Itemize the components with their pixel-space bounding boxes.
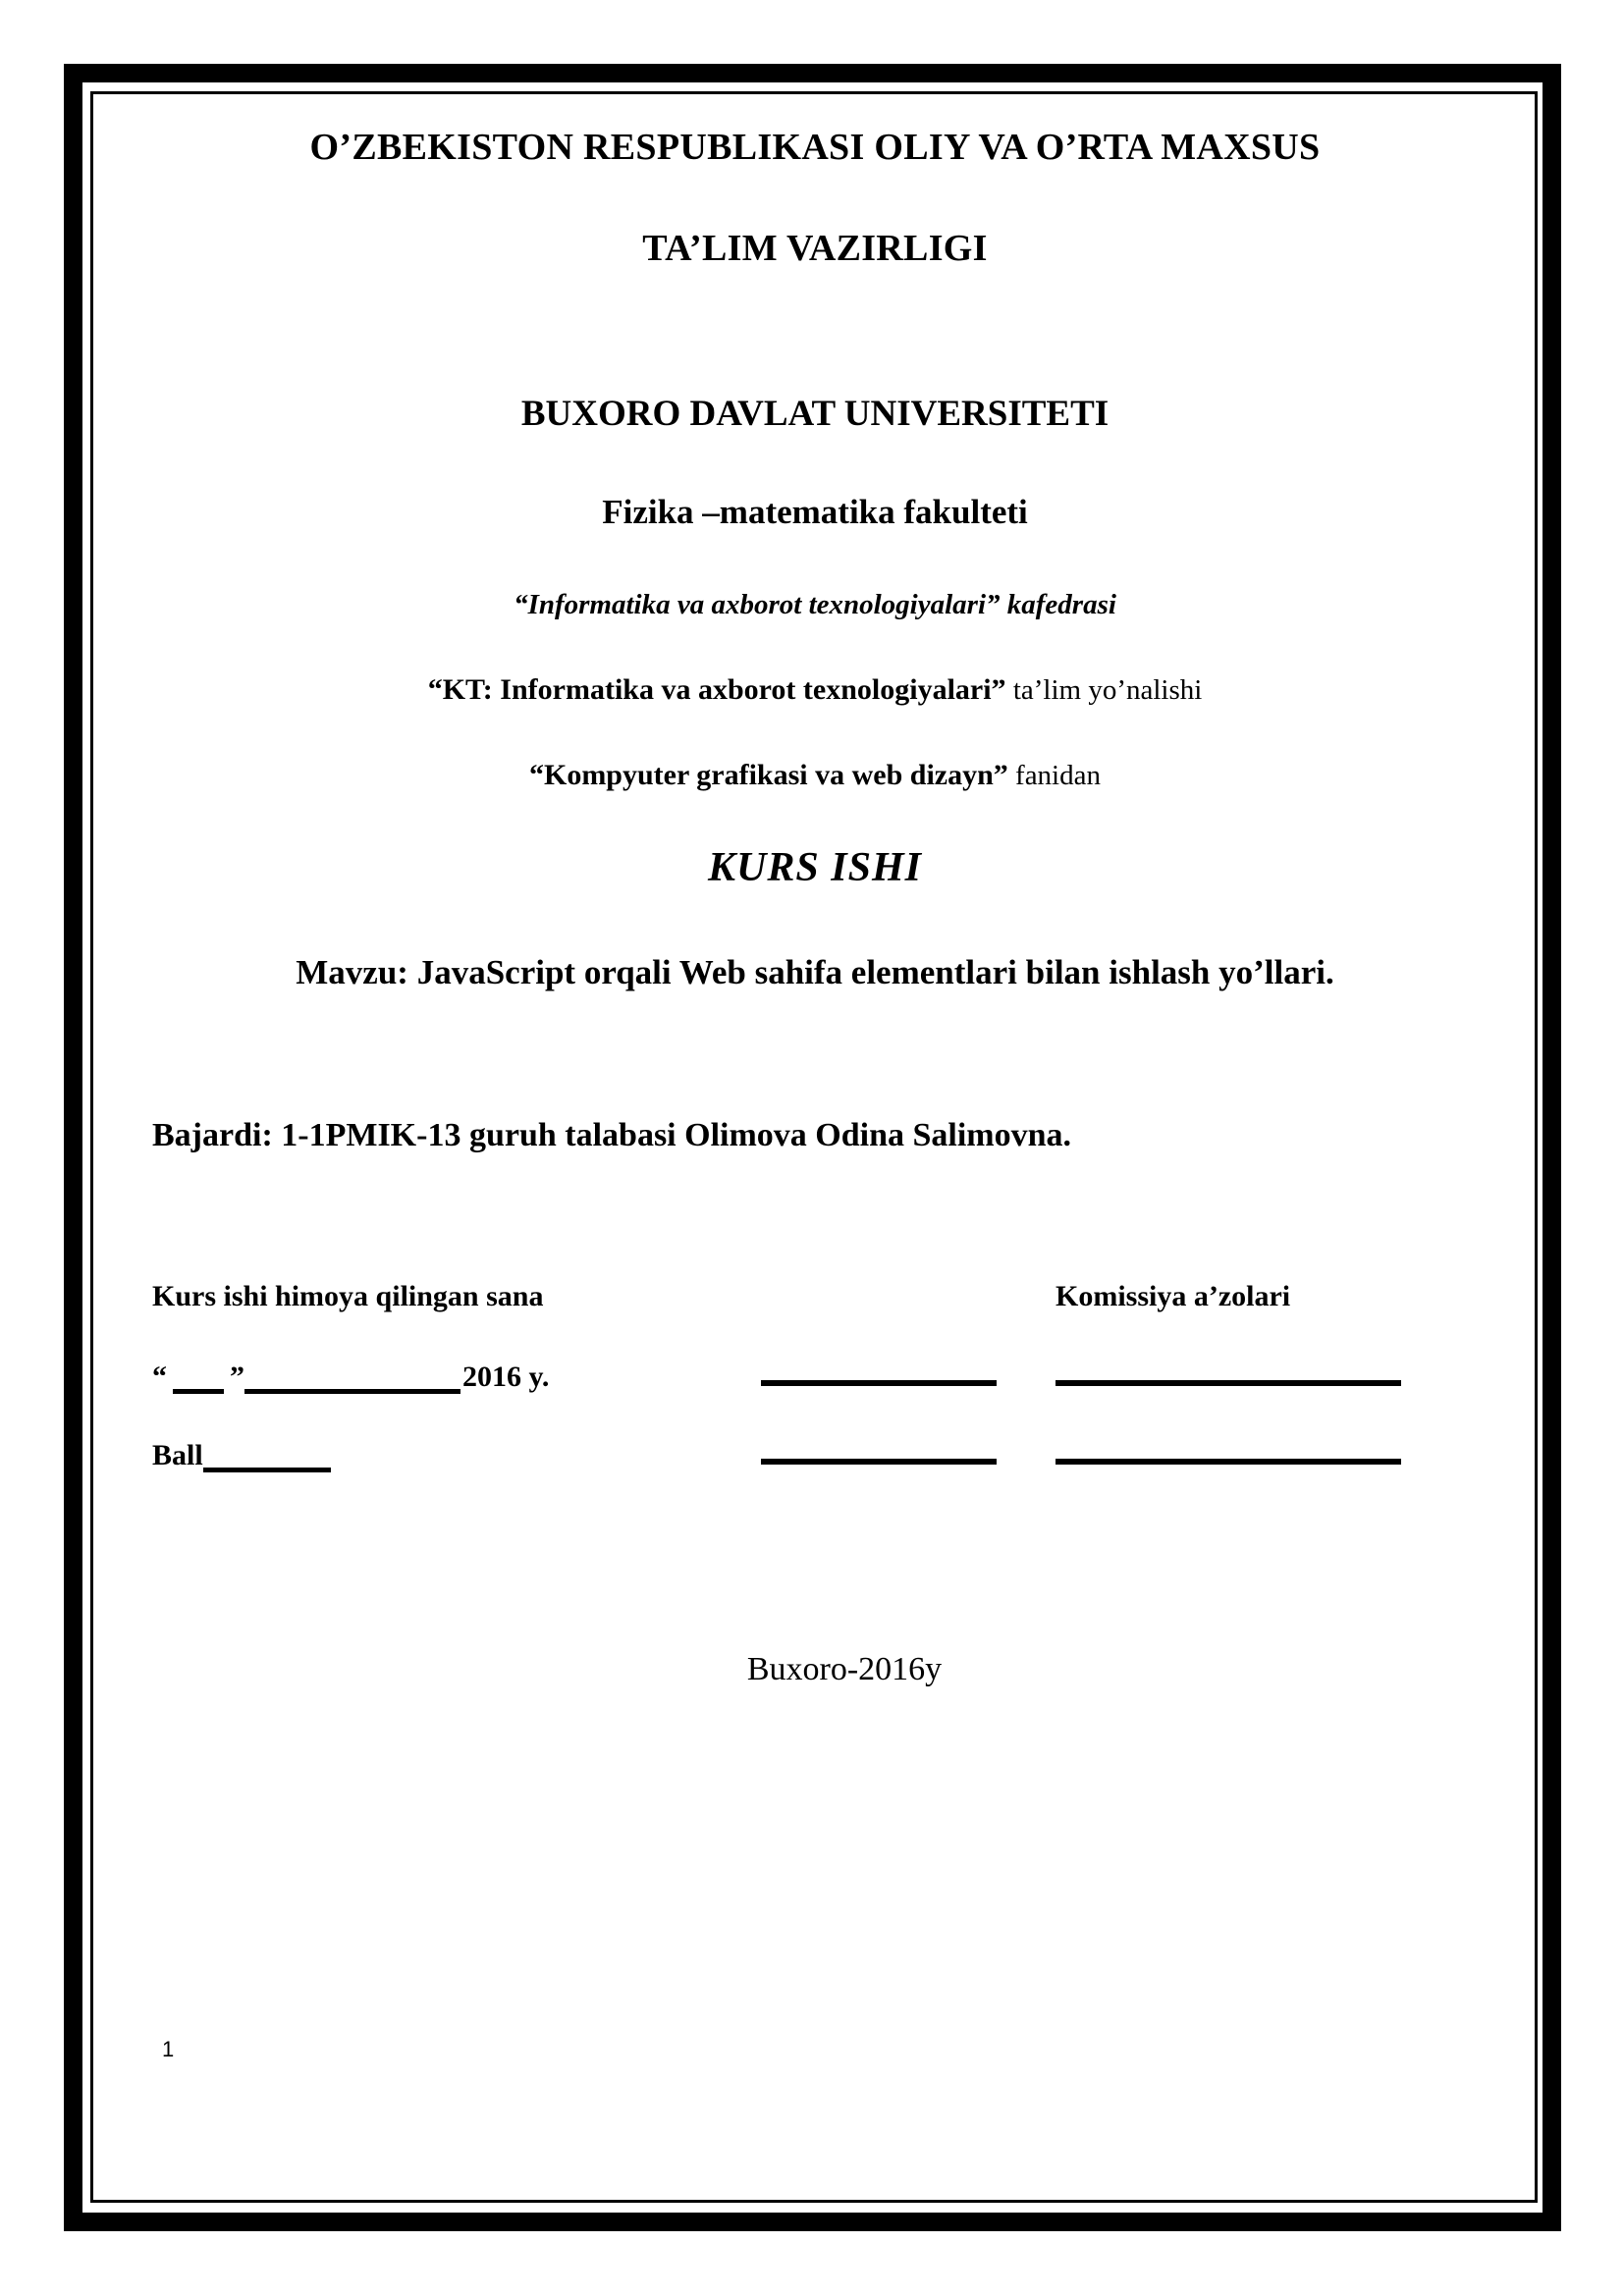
date-month-blank[interactable] xyxy=(244,1367,460,1394)
place-and-year: Buxoro-2016y xyxy=(746,1650,943,1687)
defense-date-fields xyxy=(152,1361,761,1394)
commission-signature-line-1a[interactable] xyxy=(761,1362,997,1386)
faculty-name: Fizika –matematika fakulteti xyxy=(602,493,1028,532)
education-direction-quoted: “KT: Informatika va axborot texnologiyalari” xyxy=(427,672,1006,706)
subject-name xyxy=(118,758,1512,792)
defense-ball-row-spacer xyxy=(761,1439,1056,1472)
defense-header-row xyxy=(152,1280,1502,1313)
date-year-label: 2016 y. xyxy=(462,1360,550,1393)
commission-signature-line-1b[interactable] xyxy=(1056,1362,1401,1386)
subject-name-suffix: fanidan xyxy=(1007,760,1101,792)
title-page-content xyxy=(118,108,1512,2189)
commission-signature-line-2a[interactable] xyxy=(761,1441,997,1465)
ball-label: Ball xyxy=(152,1438,203,1471)
defense-ball-row-signature xyxy=(1056,1439,1502,1472)
university-name: BUXORO DAVLAT UNIVERSITETI xyxy=(520,393,1110,434)
defense-block xyxy=(118,1280,1512,1472)
defense-date-row xyxy=(152,1361,1502,1394)
education-direction xyxy=(118,672,1512,707)
defense-ball-row xyxy=(152,1439,1502,1472)
work-type-heading: KURS ISHI xyxy=(708,844,922,890)
date-quote-close: ” xyxy=(230,1360,244,1393)
date-quote-open: “ xyxy=(152,1360,167,1393)
ball-blank[interactable] xyxy=(203,1448,331,1472)
author-line: Bajardi: 1-1PMIK-13 guruh talabasi Olimova Odina Salimovna. xyxy=(152,1116,1072,1153)
page-number: 1 xyxy=(162,2037,175,2061)
topic-title: Mavzu: JavaScript orqali Web sahifa elementlari bilan ishlash yo’llari. xyxy=(296,953,1334,992)
date-day-blank[interactable] xyxy=(173,1367,224,1394)
education-direction-suffix: ta’lim yo’nalishi xyxy=(1005,673,1203,706)
ministry-line-2: TA’LIM VAZIRLIGI xyxy=(642,227,988,269)
subject-name-quoted: “Kompyuter grafikasi va web dizayn” xyxy=(528,759,1008,792)
commission-members-label: Komissiya a’zolari xyxy=(1056,1279,1291,1312)
defense-date-row-signature xyxy=(1056,1361,1502,1394)
ministry-line-1: O’ZBEKISTON RESPUBLIKASI OLIY VA O’RTA MAXSUS xyxy=(309,127,1321,168)
defense-date-label: Kurs ishi himoya qilingan sana xyxy=(152,1279,544,1312)
department-name: “Informatika va axborot texnologiyalari” kafedrasi xyxy=(514,588,1116,620)
defense-date-row-spacer xyxy=(761,1361,1056,1394)
commission-signature-line-2b[interactable] xyxy=(1056,1441,1401,1465)
ball-field xyxy=(152,1439,761,1472)
